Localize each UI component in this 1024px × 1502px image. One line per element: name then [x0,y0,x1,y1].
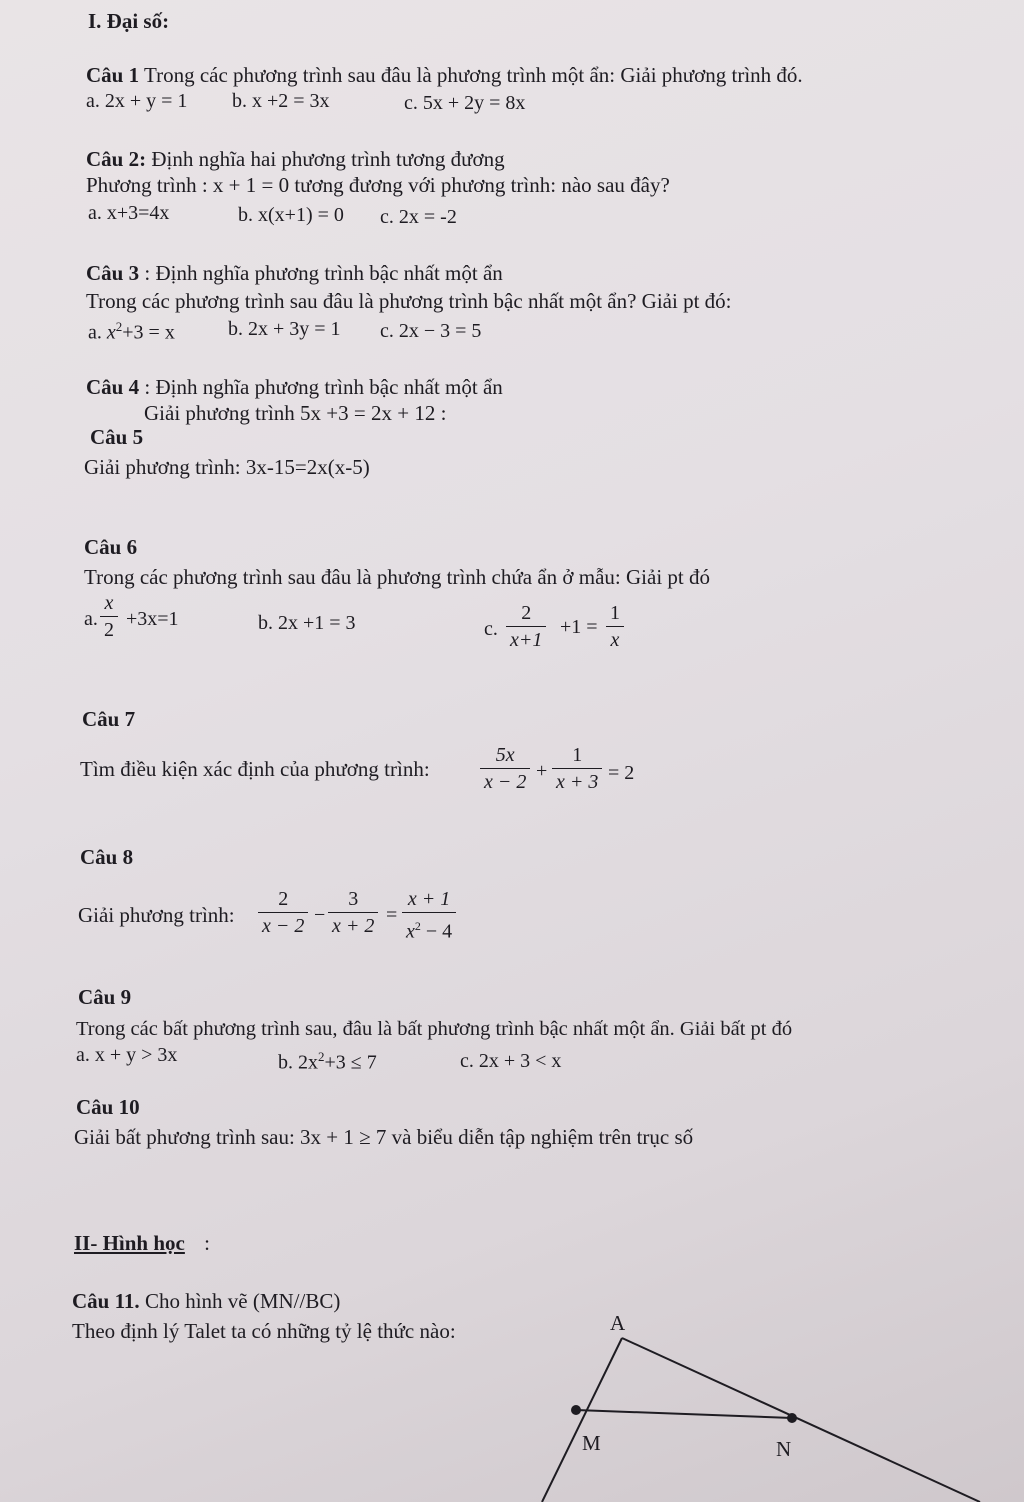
question-6-label: Câu 6 [84,535,138,559]
question-label: Câu 11. [72,1289,140,1313]
option-a-prefix: a. [84,608,98,630]
question-text: Giải phương trình: 3x-15=2x(x-5) [84,455,370,479]
question-7-label: Câu 7 [82,707,136,731]
question-label: Câu 1 [86,63,140,87]
option-c-prefix: c. [484,618,498,640]
segment-mn [576,1410,792,1418]
question-text: Trong các bất phương trình sau, đâu là bất phương trình bậc nhất một ẩn. Giải bất pt đó [76,1018,793,1040]
option-b: b. x(x+1) = 0 [238,204,344,226]
option-c: c. 5x + 2y = 8x [404,92,526,114]
side-ab [542,1338,622,1502]
option-c: c. 2x − 3 = 5 [380,320,482,342]
question-line: Phương trình : x + 1 = 0 tương đương với phương trình: nào sau đây? [86,173,670,197]
question-text: Trong các phương trình sau đâu là phương trình chứa ẩn ở mẫu: Giải pt đó [84,565,710,589]
question-line: Theo định lý Talet ta có những tỷ lệ thức nào: [72,1319,456,1343]
point-m [571,1405,581,1415]
question-text: Giải bất phương trình sau: 3x + 1 ≥ 7 và biểu diễn tập nghiệm trên trục số [74,1125,694,1149]
option-a: a. x+3=4x [88,202,170,224]
label-m: M [582,1431,601,1455]
label-a: A [610,1311,626,1335]
question-9-label: Câu 9 [78,985,132,1009]
fraction-x-over-2: $\frac{x}{2}$ [100,592,118,641]
question-text: Trong các phương trình sau đâu là phương trình một ẩn: Giải phương trình đó. [143,63,803,87]
question-line: Trong các phương trình sau đâu là phương trình bậc nhất một ẩn? Giải pt đó: [86,289,732,313]
fraction-5x-over-x-minus-2: $\frac{5x}{x - 2}$ [480,744,530,793]
option-c: c. 2x = -2 [380,206,457,228]
option-b: b. x +2 = 3x [232,90,330,112]
question-line: Giải phương trình 5x +3 = 2x + 12 : [144,401,447,425]
option-a: a. x + y > 3x [76,1044,178,1066]
section-title-algebra: I. Đại số: [88,9,170,33]
question-text: : Định nghĩa phương trình bậc nhất một ẩn [144,261,503,285]
fraction-3-over-x-plus-2: $\frac{3}{x + 2}$ [328,888,378,937]
question-text: Cho hình vẽ (MN//BC) [144,1289,341,1313]
point-n [787,1413,797,1423]
fraction-x-plus-1-over-x2-minus-4: $\frac{x + 1}{x^2 - 4}$ [402,888,456,943]
option-b: b. 2x +1 = 3 [258,612,356,634]
question-label: Câu 3 [86,261,140,285]
option-c-mid: +1 = [560,616,598,638]
fraction-1-over-x: $\frac{1}{x}$ [606,602,624,651]
minus-sign: − [314,904,326,926]
equation-rhs: = 2 [608,762,635,784]
option-b: b. 2x + 3y = 1 [228,318,341,340]
option-c: c. 2x + 3 < x [460,1050,562,1072]
question-text: Tìm điều kiện xác định của phương trình: [80,757,430,781]
fraction-1-over-x-plus-3: $\frac{1}{x + 3}$ [552,744,602,793]
question-text: Định nghĩa hai phương trình tương đương [151,147,505,171]
fraction-2-over-x-plus-1: $\frac{2}{x+1}$ [506,602,546,651]
option-b: b. $2x^2+3 \le 7$ [278,1049,377,1074]
fraction-2-over-x-minus-2: $\frac{2}{x - 2}$ [258,888,308,937]
option-a-rest: +3x=1 [126,608,179,630]
option-a: a. 2x + y = 1 [86,90,188,112]
equals-sign: = [386,904,398,926]
question-10-label: Câu 10 [76,1095,140,1119]
question-label: Câu 2: [86,147,147,171]
plus-sign: + [536,760,548,782]
question-label: Câu 4 [86,375,140,399]
label-n: N [776,1437,792,1461]
question-8-label: Câu 8 [80,845,134,869]
side-ac [622,1338,980,1502]
question-text: : Định nghĩa phương trình bậc nhất một ẩn [139,375,503,399]
option-a: a. $x^2+3 = x$ [88,319,175,344]
question-text: Giải phương trình: [78,903,235,927]
section-title-geometry: II- Hình học : [74,1231,210,1255]
question-5-label: Câu 5 [90,425,144,449]
